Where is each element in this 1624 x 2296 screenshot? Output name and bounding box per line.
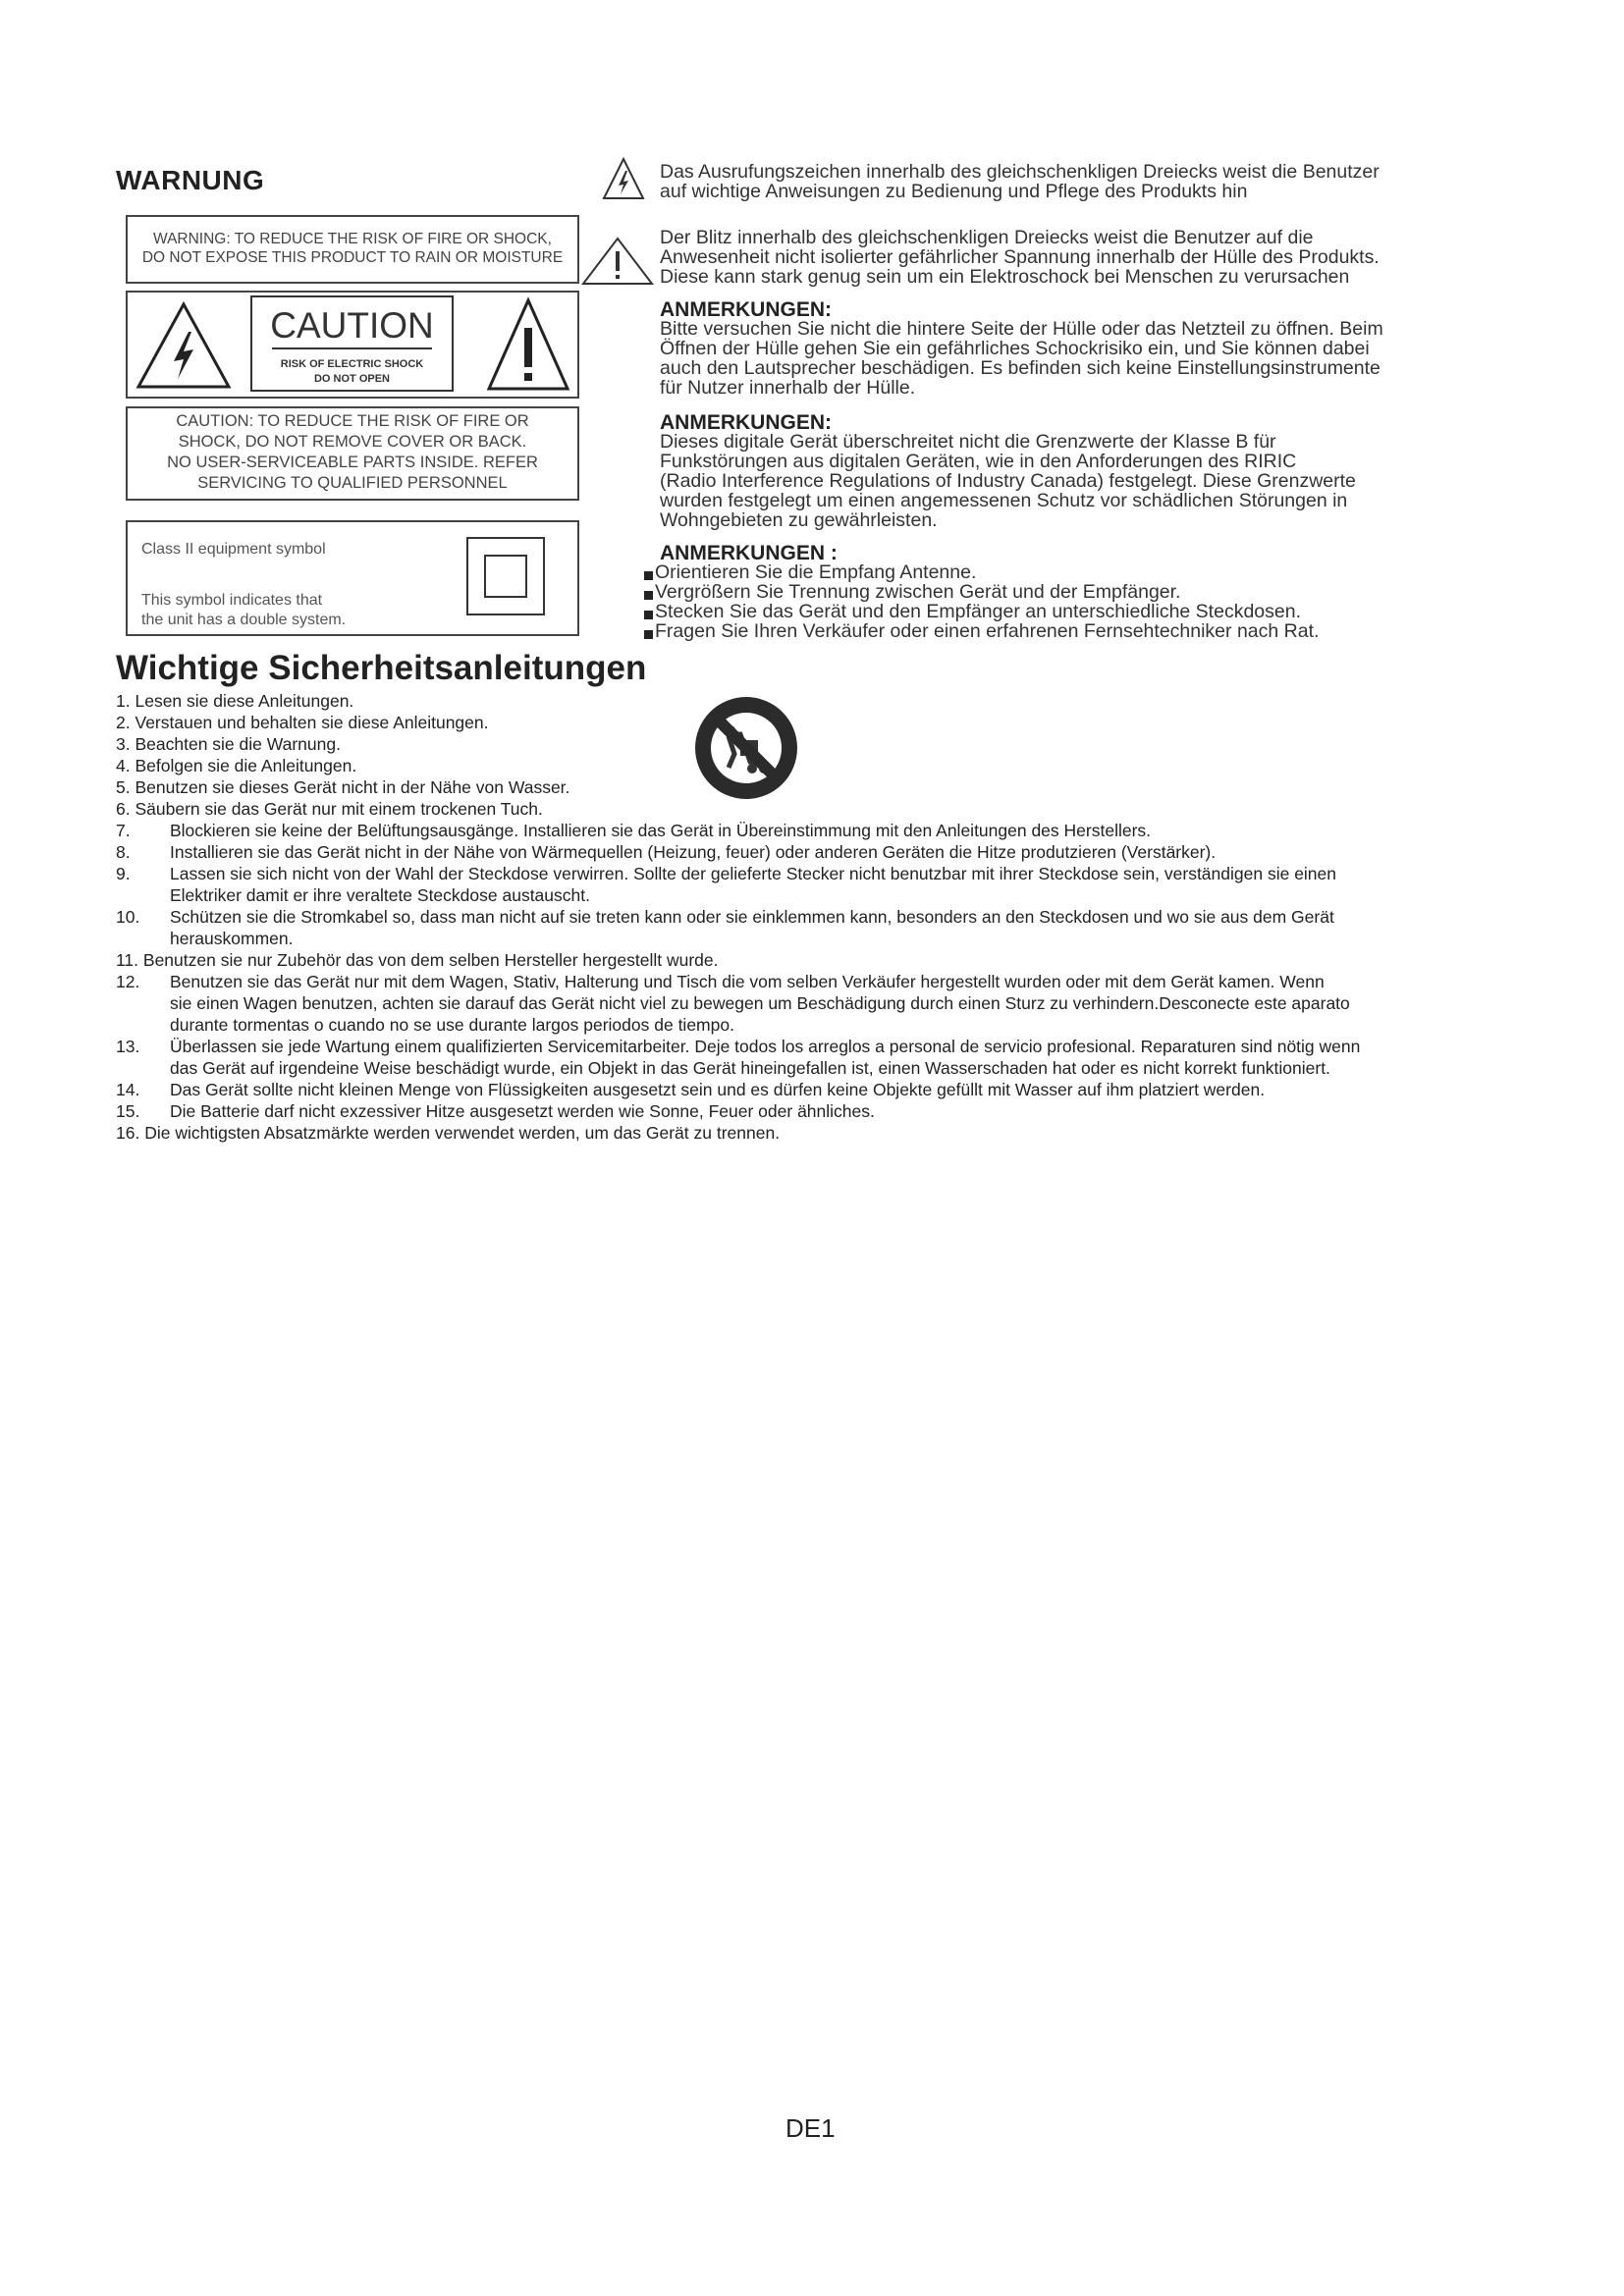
- list-item: [116, 841, 1510, 863]
- caution-line-3: NO USER-SERVICEABLE PARTS INSIDE. REFER: [167, 454, 538, 471]
- safety-instructions-heading: Wichtige Sicherheitsanleitungen: [116, 649, 647, 687]
- list-text: Die Batterie darf nicht exzessiver Hitze ausgesetzt werden wie Sonne, Feuer oder ähnliches.: [170, 1101, 875, 1121]
- lightning-triangle-icon: [135, 300, 233, 391]
- bullet-text-1: Orientieren Sie die Empfang Antenne.: [655, 561, 977, 583]
- anmerkungen-2-line-5: Wohngebieten zu gewährleisten.: [660, 509, 938, 531]
- exclamation-note: [660, 162, 1380, 201]
- list-text-cont: Elektriker damit er ihre veraltete Steckdose austauscht.: [170, 885, 590, 905]
- list-item: [116, 776, 1510, 798]
- list-number: 15.: [116, 1101, 140, 1121]
- list-number: 16.: [116, 1123, 140, 1143]
- double-square-inner: [484, 555, 527, 598]
- list-text-cont: herauskommen.: [170, 929, 294, 948]
- bullet-item-4: [644, 621, 1319, 641]
- caution-sub-1: RISK OF ELECTRIC SHOCK: [280, 358, 424, 370]
- list-number: 6.: [116, 799, 131, 819]
- anmerkungen-heading-3: ANMERKUNGEN :: [660, 542, 838, 564]
- bullet-item-2: [644, 582, 1319, 602]
- list-text: Säubern sie das Gerät nur mit einem trockenen Tuch.: [135, 799, 543, 819]
- list-text: Lesen sie diese Anleitungen.: [135, 691, 354, 711]
- caution-sub-2: DO NOT OPEN: [313, 373, 390, 385]
- bullet-square-icon: [644, 630, 653, 639]
- list-item: [116, 949, 1510, 971]
- list-item: [116, 863, 1510, 906]
- anmerkungen-1-line-3: auch den Lautsprecher beschädigen. Es befinden sich keine Einstellungsinstrumente: [660, 357, 1380, 379]
- list-text: Befolgen sie die Anleitungen.: [135, 756, 357, 775]
- bullet-text-4: Fragen Sie Ihren Verkäufer oder einen erfahrenen Fernsehtechniker nach Rat.: [655, 620, 1320, 642]
- lightning-note: [660, 228, 1380, 287]
- lightning-note-line-1: Der Blitz innerhalb des gleichschenkligen Dreiecks weist die Benutzer auf die: [660, 227, 1314, 248]
- list-number: 5.: [116, 777, 131, 797]
- anmerkungen-text-2: [660, 432, 1356, 530]
- bullet-square-icon: [644, 571, 653, 580]
- warnung-heading: WARNUNG: [116, 165, 265, 195]
- list-item: [116, 733, 1510, 755]
- list-text: Verstauen und behalten sie diese Anleitungen.: [135, 713, 489, 732]
- anmerkungen-heading-2: ANMERKUNGEN:: [660, 411, 832, 434]
- exclamation-note-line-2: auf wichtige Anweisungen zu Bedienung und Pflege des Produkts hin: [660, 181, 1248, 202]
- bullet-text-3: Stecken Sie das Gerät und den Empfänger an unterschiedliche Steckdosen.: [655, 601, 1301, 622]
- list-text: Das Gerät sollte nicht kleinen Menge von Flüssigkeiten ausgesetzt sein und es dürfen keine Objekte gefüllt mit Wasser auf ihm platziert werden.: [170, 1080, 1266, 1099]
- list-item: [116, 906, 1510, 949]
- caution-word: CAUTION: [270, 305, 434, 346]
- list-number: 4.: [116, 756, 131, 775]
- list-number: 3.: [116, 734, 131, 754]
- list-text-cont: das Gerät auf irgendeine Weise beschädigt wurde, ein Objekt in das Gerät hineingefallen ist, einen Wasserschaden hat oder es nicht korrekt funktioniert.: [170, 1058, 1330, 1078]
- list-number: 12.: [116, 972, 140, 991]
- list-item: [116, 820, 1510, 841]
- anmerkungen-2-line-3: (Radio Interference Regulations of Industry Canada) festgelegt. Diese Grenzwerte: [660, 470, 1356, 492]
- list-number: 2.: [116, 713, 131, 732]
- caution-sign: [250, 295, 454, 392]
- warning-box: [126, 215, 579, 284]
- safety-instructions-list: [116, 690, 1510, 1144]
- list-number: 7.: [116, 821, 131, 840]
- list-text: Lassen sie sich nicht von der Wahl der Steckdose verwirren. Sollte der gelieferte Stecker nicht benutzbar mit ihrer Steckdose sein, verständigen sie einen: [170, 864, 1337, 883]
- list-text: Benutzen sie das Gerät nur mit dem Wagen, Stativ, Halterung und Tisch die vom selben Verkäufer hergestellt wurden oder mit dem Gerät kamen. Wenn: [170, 972, 1325, 991]
- page-number: DE1: [785, 2113, 836, 2143]
- bullet-item-3: [644, 602, 1319, 621]
- anmerkungen-bullets: [644, 562, 1319, 641]
- list-text: Blockieren sie keine der Belüftungsausgänge. Installieren sie das Gerät in Übereinstimmung mit den Anleitungen des Herstellers.: [170, 821, 1152, 840]
- anmerkungen-1-line-4: für Nutzer innerhalb der Hülle.: [660, 377, 916, 399]
- bullet-item-1: [644, 562, 1319, 582]
- caution-divider: [272, 347, 432, 349]
- class-ii-box: [126, 520, 579, 636]
- bullet-text-2: Vergrößern Sie Trennung zwischen Gerät und der Empfänger.: [655, 581, 1181, 603]
- list-number: 11.: [116, 950, 139, 970]
- list-text: Überlassen sie jede Wartung einem qualifizierten Servicemitarbeiter. Deje todos los arreglos a personal de servicio profesional. Reparaturen sind nötig wenn: [170, 1037, 1361, 1056]
- bullet-square-icon: [644, 611, 653, 619]
- anmerkungen-1-line-2: Öffnen der Hülle gehen Sie ein gefährliches Schockrisiko ein, und Sie können dabei: [660, 338, 1370, 359]
- exclamation-triangle-icon: [485, 296, 571, 393]
- caution-text-box: [126, 406, 579, 501]
- list-item: [116, 1122, 1510, 1144]
- list-item: [116, 1036, 1510, 1079]
- anmerkungen-2-line-2: Funkstörungen aus digitalen Geräten, wie in den Anforderungen des RIRIC: [660, 451, 1297, 472]
- list-item: [116, 798, 1510, 820]
- list-number: 1.: [116, 691, 131, 711]
- list-text: Die wichtigsten Absatzmärkte werden verwendet werden, um das Gerät zu trennen.: [144, 1123, 781, 1143]
- anmerkungen-heading-1: ANMERKUNGEN:: [660, 298, 832, 321]
- bullet-square-icon: [644, 591, 653, 600]
- list-text: Schützen sie die Stromkabel so, dass man nicht auf sie treten kann oder sie einklemmen kann, besonders an den Steckdosen und wo sie aus dem Gerät: [170, 907, 1334, 927]
- caution-line-4: SERVICING TO QUALIFIED PERSONNEL: [197, 474, 508, 492]
- lightning-note-line-3: Diese kann stark genug sein um ein Elektroschock bei Menschen zu verursachen: [660, 266, 1350, 288]
- list-text: Beachten sie die Warnung.: [135, 734, 341, 754]
- list-text: Benutzen sie nur Zubehör das von dem selben Hersteller hergestellt wurde.: [142, 950, 719, 970]
- class-ii-title: Class II equipment symbol: [141, 541, 326, 558]
- list-item: [116, 755, 1510, 776]
- list-text-cont: sie einen Wagen benutzen, achten sie darauf das Gerät nicht viel zu bewegen um Beschädigung durch einen Sturz zu verhindern.Desconecte este aparato: [170, 993, 1350, 1013]
- lightning-triangle-small-icon: [602, 157, 645, 200]
- double-square-icon: [466, 537, 545, 615]
- warning-line-1: WARNING: TO REDUCE THE RISK OF FIRE OR SHOCK,: [153, 231, 552, 247]
- caution-line-1: CAUTION: TO REDUCE THE RISK OF FIRE OR: [176, 412, 529, 430]
- list-text: Benutzen sie dieses Gerät nicht in der Nähe von Wasser.: [135, 777, 570, 797]
- warning-line-2: DO NOT EXPOSE THIS PRODUCT TO RAIN OR MOISTURE: [141, 249, 564, 266]
- class-ii-desc-2: the unit has a double system.: [141, 612, 347, 628]
- anmerkungen-2-line-1: Dieses digitale Gerät überschreitet nicht die Grenzwerte der Klasse B für: [660, 431, 1276, 453]
- list-item: [116, 712, 1510, 733]
- exclamation-triangle-small-icon: [581, 237, 654, 286]
- list-item: [116, 1100, 1510, 1122]
- list-number: 13.: [116, 1037, 140, 1056]
- anmerkungen-2-line-4: wurden festgelegt um einen angemessenen Schutz vor schädlichen Störungen in: [660, 490, 1348, 511]
- list-text-cont: durante tormentas o cuando no se use durante largos periodos de tiempo.: [170, 1015, 734, 1035]
- list-item: [116, 690, 1510, 712]
- list-item: [116, 1079, 1510, 1100]
- list-text: Installieren sie das Gerät nicht in der Nähe von Wärmequellen (Heizung, feuer) oder anderen Geräten die Hitze produtzieren (Verstärker).: [170, 842, 1217, 862]
- list-number: 10.: [116, 907, 140, 927]
- anmerkungen-1-line-1: Bitte versuchen Sie nicht die hintere Seite der Hülle oder das Netzteil zu öffnen. Beim: [660, 318, 1383, 340]
- list-number: 8.: [116, 842, 131, 862]
- list-item: [116, 971, 1510, 1036]
- list-number: 9.: [116, 864, 131, 883]
- class-ii-desc-1: This symbol indicates that: [141, 592, 323, 609]
- class-ii-description: [141, 591, 416, 630]
- anmerkungen-text-1: [660, 319, 1383, 398]
- exclamation-note-line-1: Das Ausrufungszeichen innerhalb des gleichschenkligen Dreiecks weist die Benutzer: [660, 161, 1380, 183]
- list-number: 14.: [116, 1080, 140, 1099]
- lightning-note-line-2: Anwesenheit nicht isolierter gefährlicher Spannung innerhalb der Hülle des Produkts.: [660, 246, 1380, 268]
- caution-line-2: SHOCK, DO NOT REMOVE COVER OR BACK.: [178, 433, 527, 451]
